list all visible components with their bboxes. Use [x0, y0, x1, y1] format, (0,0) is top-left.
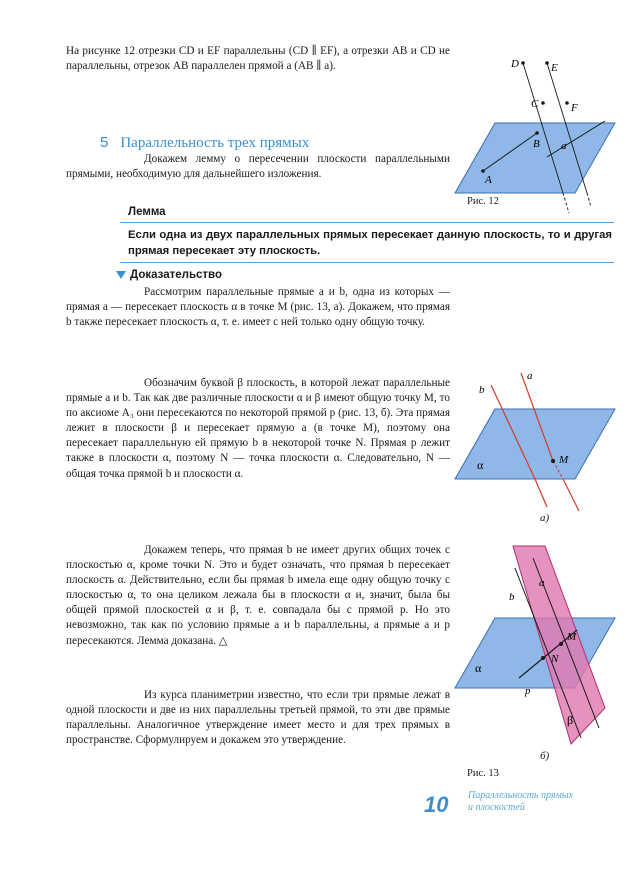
- fig13-caption: Рис. 13: [467, 768, 499, 779]
- proof-paragraph: Рассмотрим параллельные прямые a и b, одна из которых — прямая a — пересекает плоскость α в точке M (рис. 13, а). Докажем, что прямая b также пересекает плоскость α, т. е. имеет с ней только одну общую точку.: [66, 286, 450, 329]
- section-title: [100, 134, 309, 152]
- figure-13a: [455, 365, 625, 515]
- label-b-13a: b: [479, 384, 485, 396]
- fig13a-sublabel: а): [540, 512, 550, 524]
- lemma-rule-bottom: [120, 262, 614, 263]
- footer-line: и плоскостей: [468, 802, 525, 813]
- label-b-13b: b: [509, 591, 515, 603]
- label-alpha-13b: α: [475, 661, 482, 675]
- label-beta-13b: β: [567, 713, 574, 727]
- label-a-13a: a: [527, 370, 533, 382]
- lemma-text: Если одна из двух параллельных прямых пересекает данную плоскость, то и другая прямая пересекает эту плоскость.: [128, 229, 612, 257]
- proof-paragraph: Обозначим буквой β плоскость, в которой лежат параллельные прямые a и b. Так как две различные плоскости α и β имеют общую точку M, то по аксиоме A₃ они пересекаются по некоторой прямой p (рис. 13, б). Эта прямая лежит в плоскости β и пересекает прямую a (в точке M), поэтому она пересекает параллельную ей прямую b в некоторой точке N. Прямая p лежит также в плоскости α, поэтому N — точка плоскости α. Следовательно, N — общая точка прямой b и плоскости α.: [66, 377, 450, 480]
- page-number: 10: [424, 792, 449, 817]
- proof-paragraph: Докажем теперь, что прямая b не имеет других общих точек с плоскостью α, кроме точки N. Это и будет означать, что прямая b пересекает плоскость α. Действительно, если бы прямая b имела еще одну общую точку с плоскостью α, то она целиком лежала бы в плоскости α и, значит, была бы общей прямой плоскостей α и β, т. е. совпадала бы с прямой p. Но это невозможно, так как по условию прямые a и b параллельны, а прямые a и p пересекаются. Лемма доказана. △: [66, 544, 450, 647]
- plane-alpha-fig12: [455, 123, 615, 193]
- label-m-13a: M: [559, 454, 569, 466]
- point-m-13a: [551, 459, 555, 463]
- proof-paragraph: Из курса планиметрии известно, что если три прямые лежат в одной плоскости и две из них параллельны третьей прямой, то эти две прямые параллельны. Аналогичное утверждение имеет место и для трех прямых в пространстве. Сформулируем и докажем это утверждение.: [66, 689, 450, 747]
- label-alpha-13a: α: [477, 458, 484, 472]
- label-c: C: [531, 98, 539, 110]
- section-intro: Докажем лемму о пересечении плоскости параллельными прямыми, необходимую для дальнейшего изложения.: [66, 153, 450, 181]
- footer-line: Параллельность прямых: [468, 790, 574, 801]
- label-m-13b: M: [567, 631, 577, 643]
- fig12-caption: Рис. 12: [467, 196, 499, 207]
- point-n-13b: [541, 656, 545, 660]
- label-a-point: A: [485, 174, 492, 186]
- intro-paragraph: На рисунке 12 отрезки CD и EF параллельны (CD ∥ EF), а отрезки AB и CD не параллельны, отрезок AB параллелен прямой a (AB ∥ a).: [66, 45, 450, 73]
- figure-12: [455, 45, 625, 195]
- fig13b-sublabel: б): [540, 750, 550, 762]
- proof-heading: Доказательство: [130, 269, 222, 281]
- section-number: 5: [100, 134, 109, 151]
- label-n-13b: N: [551, 653, 559, 665]
- label-a-line: a: [561, 140, 567, 152]
- proof-marker-icon: [116, 271, 126, 279]
- label-b: B: [533, 138, 540, 150]
- label-e: E: [551, 62, 558, 74]
- label-d: D: [511, 58, 519, 70]
- footer-running-title: [468, 790, 573, 814]
- section-title-text: Параллельность трех прямых: [120, 135, 310, 151]
- label-p-13b: p: [525, 685, 531, 697]
- lemma-heading: Лемма: [128, 206, 166, 218]
- label-f: F: [571, 102, 578, 114]
- label-a-13b: a: [539, 577, 545, 589]
- figure-13b: [455, 538, 625, 748]
- point-m-13b: [559, 642, 563, 646]
- lemma-rule-top: [120, 222, 614, 223]
